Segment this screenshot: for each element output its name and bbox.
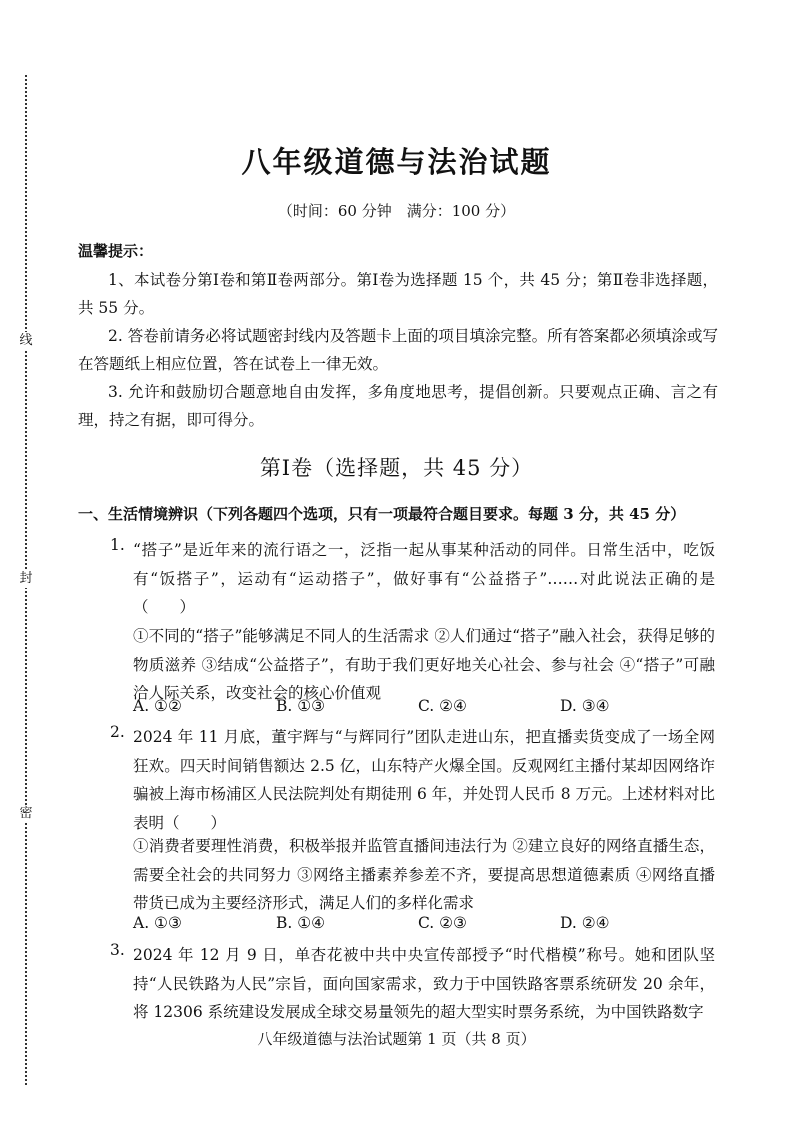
option-d: D. ③④ xyxy=(560,697,610,715)
question-statements: ①消费者要理性消费，积极举报并监管直播间违法行为 ②建立良好的网络直播生态，需要全社会的共同努力 ③网络主播素养参差不齐，要提高思想道德素质 ④网络直播带货已成为主要经济形式，满足人们的多样化需求 xyxy=(133,837,715,912)
question-number: 1. xyxy=(110,536,125,554)
tip-item: 2. 答卷前请务必将试题密封线内及答题卡上面的项目填涂完整。所有答案都必须填涂或写在答题纸上相应位置，答在试卷上一律无效。 xyxy=(78,327,718,373)
binding-line-label: 线 xyxy=(17,332,35,350)
section-title: 第Ⅰ卷（选择题，共 45 分） xyxy=(259,456,534,480)
option-c: C. ②③ xyxy=(418,914,467,932)
binding-secret-label: 密 xyxy=(17,805,35,823)
tip-item: 3. 允许和鼓励切合题意地自由发挥，多角度地思考，提倡创新。只要观点正确、言之有理，持之有据，即可得分。 xyxy=(78,383,718,429)
page-footer: 八年级道德与法治试题第 1 页（共 8 页） xyxy=(257,1030,536,1048)
tip-item: 1、本试卷分第Ⅰ卷和第Ⅱ卷两部分。第Ⅰ卷为选择题 15 个，共 45 分；第Ⅱ卷非选择题，共 55 分。 xyxy=(78,271,718,317)
question-statements: ①不同的“搭子”能够满足不同人的生活需求 ②人们通过“搭子”融入社会，获得足够的物质滋养 ③结成“公益搭子”，有助于我们更好地关心社会、参与社会 ④“搭子”可融洽人际关系，改变社会的核心价值观 xyxy=(133,627,715,702)
question-number: 2. xyxy=(110,723,125,741)
question-stem: 2024 年 11 月底，董宇辉与“与辉同行”团队走进山东，把直播卖货变成了一场全网狂欢。四天时间销售额达 2.5 亿，山东特产火爆全国。反观网红主播付某却因网络诈骗被上海市杨浦区人民法院判处有期徒刑 6 年，并处罚人民币 8 万元。上述材料对比表明（ ） xyxy=(133,728,715,832)
binding-seal-label: 封 xyxy=(17,570,35,588)
part-heading: 一、生活情境辨识（下列各题四个选项，只有一项最符合题目要求。每题 3 分，共 45 分） xyxy=(78,505,686,523)
option-c: C. ②④ xyxy=(418,697,467,715)
option-b: B. ①③ xyxy=(276,697,326,715)
question-stem: 2024 年 12 月 9 日，单杏花被中共中央宣传部授予“时代楷模”称号。她和团队坚持“人民铁路为人民”宗旨，面向国家需求，致力于中国铁路客票系统研发 20 余年，将 12306 系统建设发展成全球交易量领先的超大型实时票务系统，为中国铁路数字 xyxy=(133,946,715,1021)
option-b: B. ①④ xyxy=(276,914,326,932)
option-a: A. ①③ xyxy=(133,914,182,932)
tips-heading: 温馨提示： xyxy=(78,242,154,260)
option-d: D. ②④ xyxy=(560,914,610,932)
option-a: A. ①② xyxy=(133,697,182,715)
exam-title: 八年级道德与法治试题 xyxy=(241,145,552,179)
question-number: 3. xyxy=(110,941,125,959)
exam-subtitle: （时间：60 分钟 满分：100 分） xyxy=(277,202,516,220)
question-stem: “搭子”是近年来的流行语之一，泛指一起从事某种活动的同伴。日常生活中，吃饭有“饭搭子”，运动有“运动搭子”，做好事有“公益搭子”……对此说法正确的是（ ） xyxy=(133,541,715,616)
